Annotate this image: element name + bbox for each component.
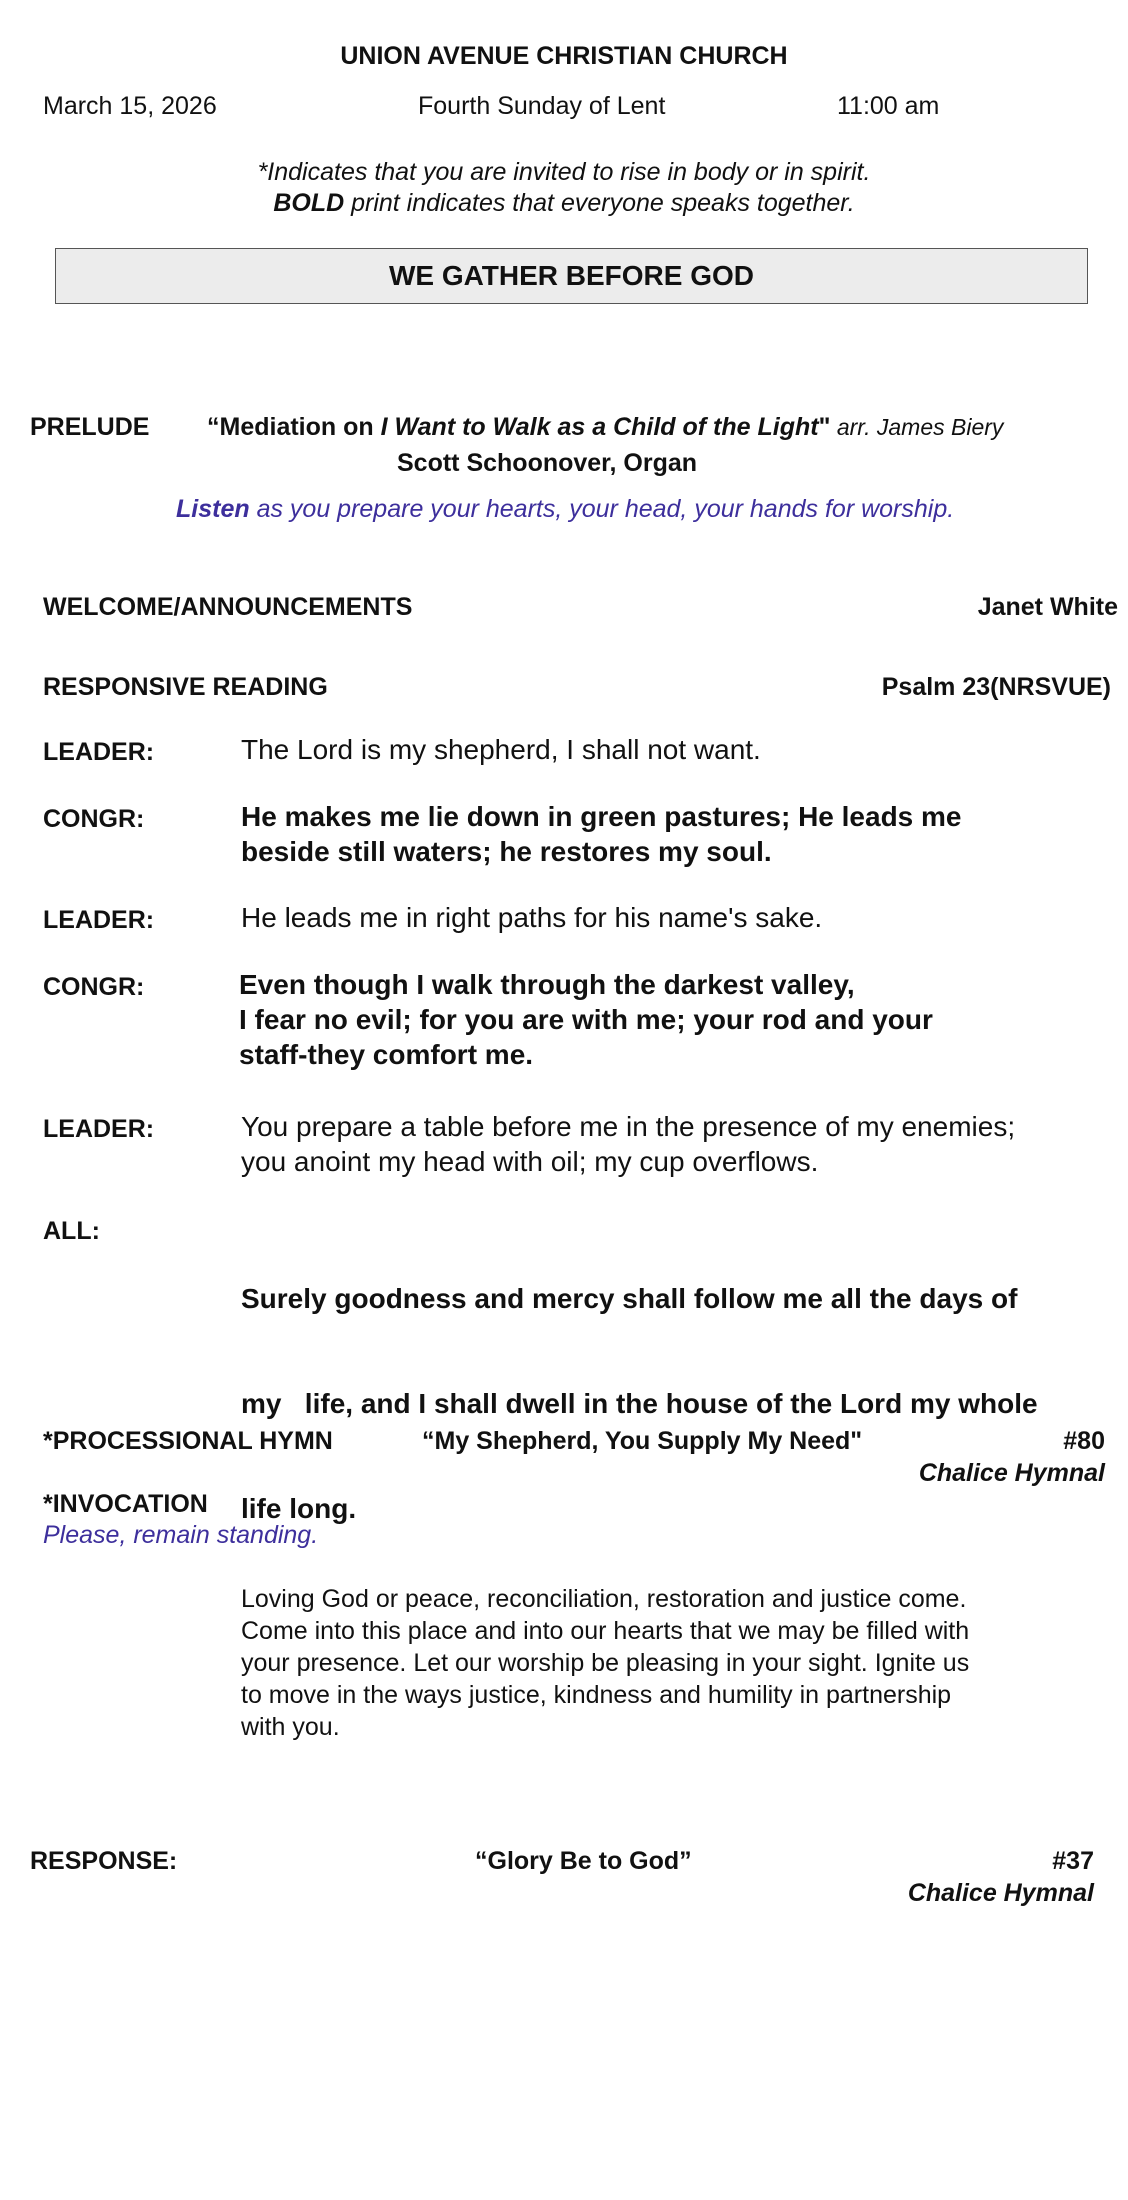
processional-hymnal: Chalice Hymnal [918, 1459, 1105, 1487]
listen-text: as you prepare your hearts, your head, your hands for worship. [249, 495, 955, 523]
invocation-instruction: Please, remain standing. [43, 1521, 319, 1549]
reading-speaker: ALL: [43, 1217, 100, 1245]
prelude-title-open: “Mediation on [207, 413, 381, 441]
prelude-title-close: " [818, 413, 831, 441]
welcome-leader: Janet White [977, 593, 1118, 621]
reading-text: I fear no evil; for you are with me; your rod and your [239, 1004, 933, 1035]
processional-title: “My Shepherd, You Supply My Need" [422, 1427, 863, 1455]
reading-text: staff-they comfort me. [239, 1039, 534, 1070]
reading-text: He leads me in right paths for his name's sake. [241, 902, 823, 933]
prayer-line: your presence. Let our worship be pleasing in your sight. Ignite us [241, 1649, 970, 1677]
reading-label: RESPONSIVE READING [43, 673, 328, 701]
service-occasion: Fourth Sunday of Lent [418, 92, 666, 120]
prayer-line: to move in the ways justice, kindness and humility in partnership [241, 1681, 952, 1709]
invocation-label: *INVOCATION [43, 1490, 208, 1518]
church-name: UNION AVENUE CHRISTIAN CHURCH [340, 42, 788, 70]
prelude-title [207, 413, 1003, 442]
reading-text: He makes me lie down in green pastures; He leads me [241, 801, 962, 832]
response-hymnal: Chalice Hymnal [907, 1879, 1094, 1907]
rise-note: *Indicates that you are invited to rise in body or in spirit. [257, 158, 871, 186]
reading-speaker: CONGR: [43, 805, 145, 833]
service-date: March 15, 2026 [43, 92, 217, 120]
welcome-label: WELCOME/ANNOUNCEMENTS [43, 593, 413, 621]
response-label: RESPONSE: [30, 1847, 178, 1875]
reading-line [241, 1211, 1038, 1561]
section-title: WE GATHER BEFORE GOD [388, 260, 755, 291]
prelude-title-italic: I Want to Walk as a Child of the Light [380, 413, 819, 441]
reading-reference: Psalm 23(NRSVUE) [881, 673, 1111, 701]
invocation-prayer [241, 1583, 969, 1743]
listen-keyword: Listen [176, 495, 250, 523]
processional-label: *PROCESSIONAL HYMN [43, 1427, 333, 1455]
reading-line [241, 799, 962, 869]
reading-text: Even though I walk through the darkest valley, [239, 969, 855, 1000]
prelude-listen-note [176, 495, 954, 524]
reading-speaker: LEADER: [43, 1115, 155, 1143]
section-banner [55, 248, 1088, 304]
prayer-line: Loving God or peace, reconciliation, restoration and justice come. [241, 1585, 967, 1613]
reading-line [239, 967, 933, 1072]
prelude-performer: Scott Schoonover, Organ [397, 449, 698, 477]
service-time: 11:00 am [837, 92, 940, 120]
prelude-label: PRELUDE [30, 413, 150, 441]
reading-line [241, 732, 761, 767]
reading-text: The Lord is my shepherd, I shall not want. [241, 734, 761, 765]
reading-text: Surely goodness and mercy shall follow me all the days of [241, 1283, 1018, 1314]
reading-line [241, 900, 822, 935]
reading-line [241, 1109, 1015, 1179]
reading-speaker: LEADER: [43, 738, 155, 766]
reading-speaker: CONGR: [43, 973, 145, 1001]
reading-text: You prepare a table before me in the presence of my enemies; [241, 1111, 1016, 1142]
reading-text: my life, and I shall dwell in the house of the Lord my whole [241, 1388, 1038, 1419]
prelude-arranger: arr. James Biery [830, 414, 1004, 440]
bold-note-text: print indicates that everyone speaks together. [344, 189, 855, 217]
processional-number: #80 [1063, 1427, 1105, 1455]
reading-speaker: LEADER: [43, 906, 155, 934]
bold-note [0, 189, 1128, 218]
prayer-line: with you. [241, 1713, 340, 1741]
prayer-line: Come into this place and into our hearts that we may be filled with [241, 1617, 970, 1645]
bold-note-keyword: BOLD [273, 189, 345, 217]
response-title: “Glory Be to God” [475, 1847, 692, 1875]
reading-text: life long. [241, 1493, 357, 1524]
response-number: #37 [1052, 1847, 1094, 1875]
reading-text: you anoint my head with oil; my cup overflows. [241, 1146, 819, 1177]
reading-text: beside still waters; he restores my soul. [241, 836, 772, 867]
